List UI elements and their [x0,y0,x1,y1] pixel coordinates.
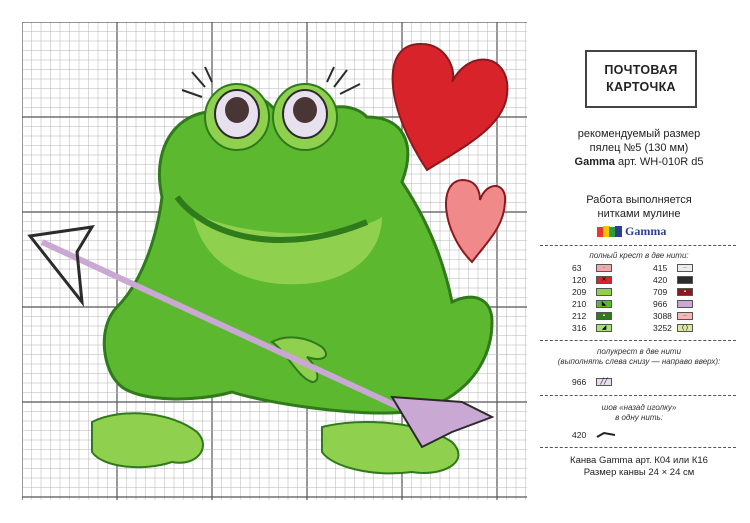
rec-line-1: рекомендуемый размер [577,128,701,140]
canvas-info [548,455,730,479]
legend-code: 3252 [653,323,672,333]
legend-row-3088 [653,311,693,321]
frog-left-eye [205,84,269,150]
legend-row-420 [653,275,693,285]
legend-swatch: ◣ [596,300,612,308]
eye-lashes [182,67,360,97]
small-heart [446,180,505,262]
divider-1 [540,245,736,246]
legend-code: 120 [572,275,587,285]
cross-stitch-chart [22,22,527,500]
legend-code: 209 [572,287,587,297]
legend-code: 966 [653,299,668,309]
half-cross-row [572,377,612,387]
legend-swatch: ◢ [596,324,612,332]
recommendation [548,127,730,169]
backstitch-title-1: шов «назад иголку» [601,403,677,412]
backstitch-row [572,430,616,440]
legend-swatch: · [596,264,612,272]
chart-canvas [22,22,527,500]
work-note [548,193,730,221]
divider-3 [540,395,736,396]
legend-swatch: ▪ [677,288,693,296]
work-line-2: нитками мулине [597,208,681,220]
legend-swatch: ✕ [596,276,612,284]
legend-swatch [677,300,693,308]
legend-code: 3088 [653,311,672,321]
legend-row-210 [572,299,612,309]
half-cross-title-2: (выполнять слева снизу — направо вверх): [557,357,721,366]
legend-row-3252 [653,323,693,333]
arrow-head [30,227,92,302]
backstitch-code: 420 [572,430,587,440]
half-cross-title-1: полукрест в две нити [596,347,682,356]
rec-line-3 [548,155,730,169]
logo-mark-icon [597,225,623,239]
frog-right-eye [273,84,337,150]
legend-swatch [596,288,612,296]
divider-4 [540,447,736,448]
gamma-logo [597,224,666,239]
legend-row-415 [653,263,693,273]
legend-row-966 [653,299,693,309]
rec-line-2: пялец №5 (130 мм) [589,142,689,154]
backstitch-line-icon [596,431,616,439]
legend-code: 420 [653,275,668,285]
title-line-2: КАРТОЧКА [606,80,676,94]
canvas-line-2: Размер канвы 24 × 24 см [583,467,695,478]
canvas-line-1: Канва Gamma арт. К04 или К16 [570,455,708,466]
backstitch-title-2: в одну нить: [615,413,663,422]
legend-swatch: ·· [677,264,693,272]
legend-swatch: ( ) [677,324,693,332]
title-line-1: ПОЧТОВАЯ [604,63,678,77]
legend-swatch: ▪ [596,312,612,320]
legend-code: 212 [572,311,587,321]
divider-2 [540,340,736,341]
legend-row-316 [572,323,612,333]
half-cross-swatch: ╱╱ [596,378,612,386]
work-line-1: Работа выполняется [586,194,692,206]
title-box [585,50,697,108]
legend-code: 316 [572,323,587,333]
legend-code: 210 [572,299,587,309]
legend-row-63 [572,263,612,273]
legend-code: 63 [572,263,582,273]
legend-code: 415 [653,263,668,273]
big-heart [393,44,508,170]
frog-left-leg [92,413,203,467]
legend-row-120 [572,275,612,285]
legend-row-709 [653,287,693,297]
logo-text: Gamma [625,224,667,238]
legend-code: 709 [653,287,668,297]
legend-swatch [677,276,693,284]
full-cross-title: полный крест в две нити: [589,251,689,260]
legend-row-212 [572,311,612,321]
half-cross-code: 966 [572,377,587,387]
legend-swatch: ·· [677,312,693,320]
article-number: арт. WH-010R d5 [614,156,704,168]
legend-row-209 [572,287,612,297]
brand-name: Gamma [574,156,615,168]
